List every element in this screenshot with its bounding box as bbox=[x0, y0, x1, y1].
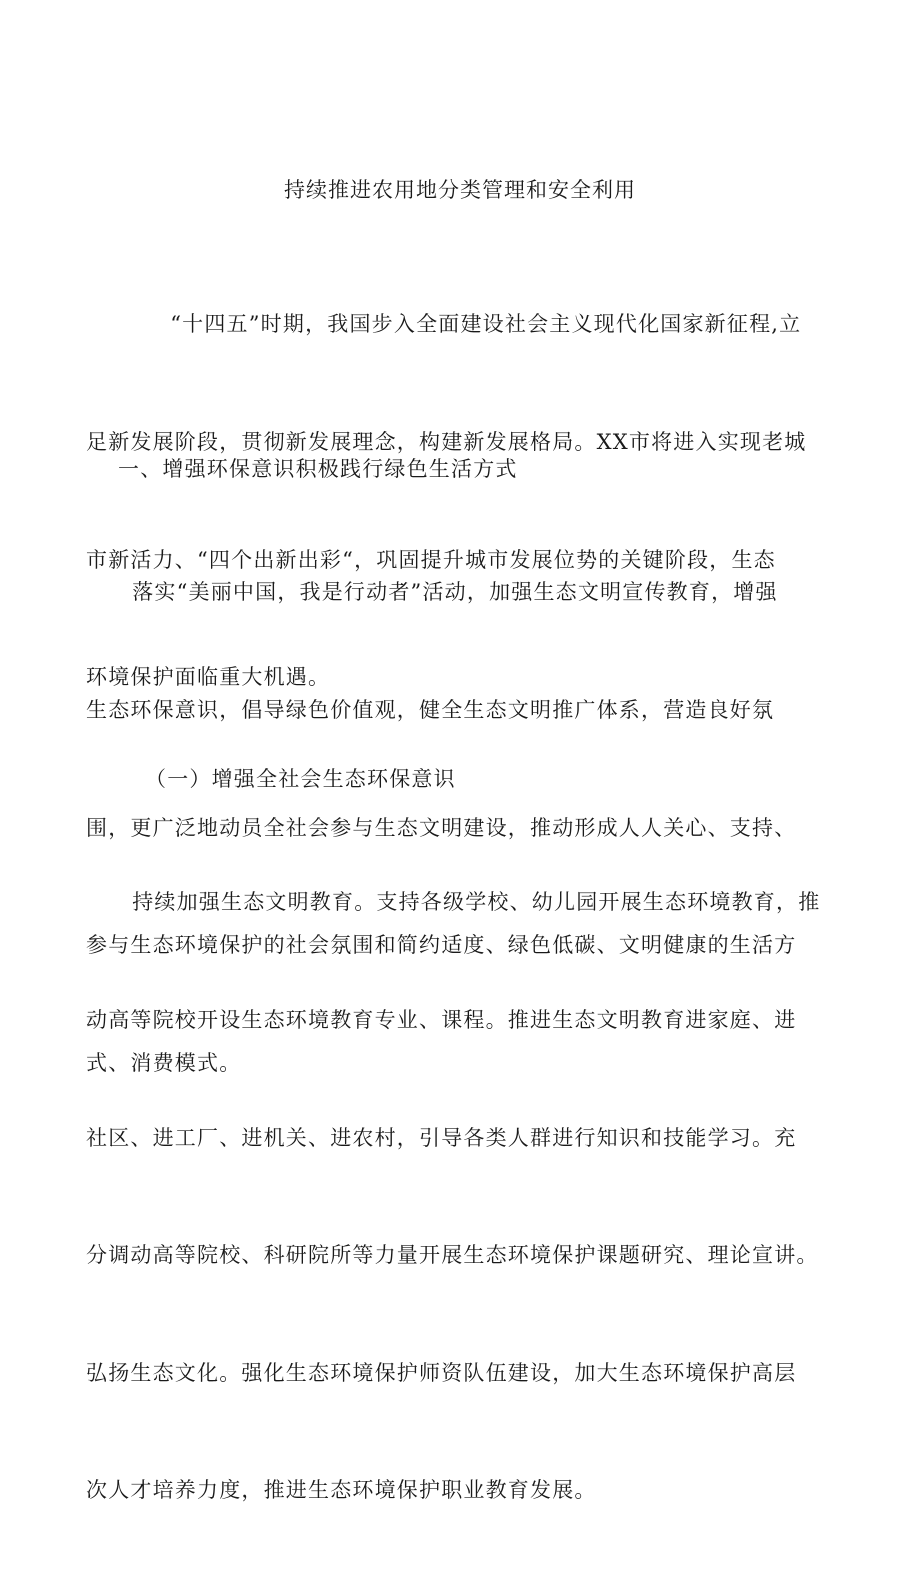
subsection1-line-4: 分调动高等院校、科研院所等力量开展生态环境保护课题研究、理论宣讲。 bbox=[86, 1243, 819, 1268]
subsection1-line-2: 动高等院校开设生态环境教育专业、课程。推进生态文明教育进家庭、进 bbox=[86, 1008, 797, 1033]
intro-line-3: 市新活力、“四个出新出彩“，巩固提升城市发展位势的关键阶段，生态 bbox=[86, 547, 776, 572]
subsection1-paragraph bbox=[86, 805, 846, 1589]
section1-line-1: 落实“美丽中国，我是行动者”活动，加强生态文明宣传教育，增强 bbox=[110, 580, 778, 605]
intro-line-4: 环境保护面临重大机遇。 bbox=[86, 665, 331, 690]
section1-line-2: 生态环保意识，倡导绿色价值观，健全生态文明推广体系，营造良好氛 bbox=[86, 698, 775, 723]
subsection-heading-1: （一）增强全社会生态环保意识 bbox=[145, 767, 456, 791]
section1-line-3: 围，更广泛地动员全社会参与生态文明建设，推动形成人人关心、支持、 bbox=[86, 815, 797, 840]
subsection1-line-5: 弘扬生态文化。强化生态环境保护师资队伍建设，加大生态环境保护高层 bbox=[86, 1360, 797, 1385]
section1-line-5: 式、消费模式。 bbox=[86, 1050, 242, 1075]
section-heading-1: 一、增强环保意识积极践行绿色生活方式 bbox=[118, 457, 518, 481]
document-title: 持续推进农用地分类管理和安全利用 bbox=[284, 178, 636, 202]
subsection1-line-3: 社区、进工厂、进机关、进农村，引导各类人群进行知识和技能学习。充 bbox=[86, 1125, 797, 1150]
subsection1-line-1: 持续加强生态文明教育。支持各级学校、幼儿园开展生态环境教育，推 bbox=[110, 890, 821, 915]
intro-line-1: “十四五”时期，我国步入全面建设社会主义现代化国家新征程,立 bbox=[148, 312, 802, 337]
section1-line-4: 参与生态环境保护的社会氛围和简约适度、绿色低碳、文明健康的生活方 bbox=[86, 933, 797, 958]
intro-line-2: 足新发展阶段，贯彻新发展理念，构建新发展格局。XX市将进入实现老城 bbox=[86, 430, 807, 455]
subsection1-line-6: 次人才培养力度，推进生态环境保护职业教育发展。 bbox=[86, 1478, 597, 1503]
